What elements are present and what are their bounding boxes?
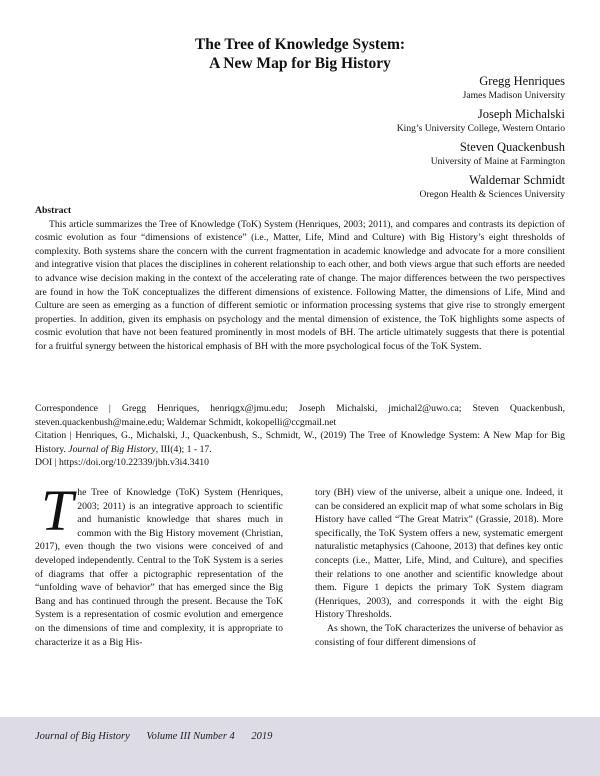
citation-journal: Journal of Big History bbox=[68, 443, 156, 455]
footer-journal: Journal of Big History bbox=[35, 731, 130, 742]
abstract-body: This article summarizes the Tree of Knowledge (ToK) System (Henriques, 2003; 2011), and compares and contrasts its depiction of cosmic evolution as four “dimensions of existence” (i.e., Matter, Life, Mind and Culture) with Big History’s eight thresholds of complexity. Both systems share the concern with the current fragmentation in academic knowledge and advocate for a more consilient and integrative vision that places the disciplines in coherent relationship to each other, and both views argue that such efforts are needed to advance wise decision making in the context of the accelerating rate of change. The major differences between the two perspectives are found in how the ToK conceptualizes the different dimensions of existence. Following Matter, the dimensions of Life, Mind and Culture are seen as emerging as a function of different semiotic or information processing systems that give rise to strongly emergent properties. In addition, given its emphasis on psychology and the mental dimension of existence, the ToK highlights some aspects of cosmic evolution that have not been featured prominently in most models of BH. The article ultimately suggests that there is potential for a fruitful synergy between the historical emphasis of BH with the more psychological focus of the ToK System. bbox=[35, 218, 565, 352]
citation-text bbox=[35, 429, 565, 456]
abstract-heading: Abstract bbox=[35, 205, 72, 216]
author-block bbox=[397, 139, 565, 169]
author-affiliation: James Madison University bbox=[462, 90, 565, 101]
body-column-right bbox=[315, 486, 563, 649]
author-name: Waldemar Schmidt bbox=[469, 173, 565, 187]
author-affiliation: King’s University College, Western Ontario bbox=[396, 123, 565, 134]
body-column-left bbox=[35, 478, 283, 649]
author-affiliation: University of Maine at Farmington bbox=[430, 156, 565, 167]
title-line-1: The Tree of Knowledge System: bbox=[194, 36, 406, 53]
author-name: Gregg Henriques bbox=[479, 74, 565, 88]
author-name: Steven Quackenbush bbox=[459, 140, 565, 154]
author-list bbox=[397, 73, 565, 205]
page-footer bbox=[0, 717, 600, 776]
footer-volume: Volume III Number 4 bbox=[146, 731, 235, 742]
correspondence-text: Correspondence | Gregg Henriques, henriqgx@jmu.edu; Joseph Michalski, jmichal2@uwo.ca; Steven Quackenbush, steven.quackenbush@maine.edu; Waldemar Schmidt, kokopelli@ccgmail.net bbox=[35, 403, 565, 428]
author-affiliation: Oregon Health & Sciences University bbox=[419, 189, 565, 200]
body-paragraph bbox=[35, 478, 283, 649]
footer-text bbox=[35, 731, 286, 742]
paper-title bbox=[0, 35, 600, 73]
body-paragraph: tory (BH) view of the universe, albeit a unique one. Indeed, it can be considered an explicit map of what some scholars in Big History have called “The Great Matrix” (Grassie, 2018). More specifically, the ToK System offers a new, systematic emergent naturalistic metaphysics (Cahoone, 2013) that defines key ontic concepts (i.e., Matter, Life, Mind, and Culture), and specifies their relations to one another and scientific knowledge about them. Figure 1 depicts the primary ToK System diagram (Henriques, 2003), and corresponds it with the eight Big History Thresholds. bbox=[315, 487, 563, 621]
body-text: he Tree of Knowledge (ToK) System (Henriques, 2003; 2011) is an integrative approach to scientific and humanistic knowledge that shares much in common with the Big History movement (Christian, 2017), even though the two visions were conceived of and developed independently. Central to the ToK System is a series of diagrams that offer a pictographic representation of the “unfolding wave of behavior” that has emerged since the Big Bang and has continued through the present. Because the ToK System is a representation of cosmic evolution and emergence on the dimensions of time and complexity, it is appropriate to characterize it as a Big His- bbox=[35, 487, 283, 648]
title-line-2: A New Map for Big History bbox=[209, 55, 391, 72]
author-block bbox=[397, 73, 565, 103]
drop-cap: T bbox=[41, 478, 74, 543]
doi-link[interactable]: DOI | https://doi.org/10.22339/jbh.v3i4.3410 bbox=[35, 457, 209, 469]
abstract-section bbox=[35, 204, 565, 354]
citation-prefix: Citation | Henriques, G., Michalski, J., Quackenbush, S., Schmidt, W., (2019) The Tree of Knowledge System: A New Map for Big History. bbox=[35, 430, 565, 455]
author-block bbox=[397, 106, 565, 136]
author-block bbox=[397, 172, 565, 202]
author-name: Joseph Michalski bbox=[477, 107, 565, 121]
body-paragraph: As shown, the ToK characterizes the universe of behavior as consisting of four different dimensions of bbox=[315, 622, 563, 648]
citation-suffix: , III(4); 1 - 17. bbox=[155, 443, 212, 455]
footer-year: 2019 bbox=[251, 731, 273, 742]
correspondence-section bbox=[35, 402, 565, 470]
